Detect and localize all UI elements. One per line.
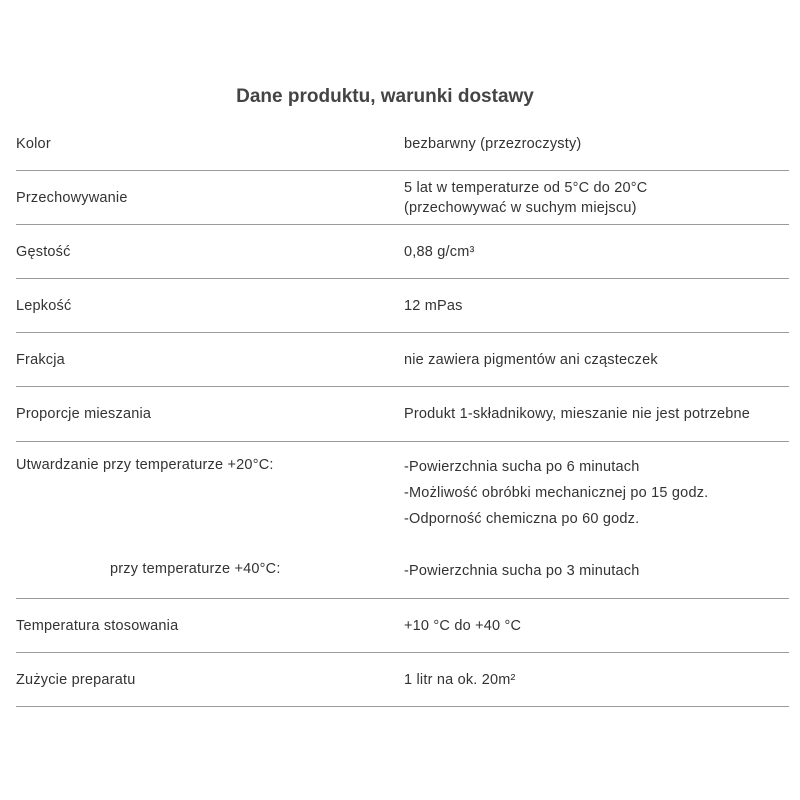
row-value-line: 5 lat w temperaturze od 5°C do 20°C xyxy=(404,179,648,196)
row-label: Lepkość xyxy=(16,297,72,314)
row-value-line: -Odporność chemiczna po 60 godz. xyxy=(404,511,640,527)
row-value: bezbarwny (przezroczysty) xyxy=(404,135,582,152)
table-row-viscosity xyxy=(16,279,789,333)
curing-20-block xyxy=(16,457,789,535)
row-value-line: (przechowywać w suchym miejscu) xyxy=(404,199,637,216)
page-title: Dane produktu, warunki dostawy xyxy=(236,86,534,107)
row-value-line: -Powierzchnia sucha po 6 minutach xyxy=(404,459,640,475)
product-data-table xyxy=(16,117,789,707)
row-label: Przechowywanie xyxy=(16,189,128,206)
row-value: 1 litr na ok. 20m² xyxy=(404,671,516,688)
table-row-curing xyxy=(16,442,789,599)
table-row-application-temp xyxy=(16,599,789,653)
row-label: Proporcje mieszania xyxy=(16,406,152,422)
table-row-consumption xyxy=(16,653,789,707)
row-label: Temperatura stosowania xyxy=(16,617,179,634)
row-label: przy temperaturze +40°C: xyxy=(110,561,281,577)
row-label: Gęstość xyxy=(16,243,71,260)
row-value xyxy=(404,457,789,535)
row-value: 0,88 g/cm³ xyxy=(404,243,475,260)
table-row-fraction xyxy=(16,333,789,387)
row-value: 12 mPas xyxy=(404,297,463,314)
row-value: nie zawiera pigmentów ani cząsteczek xyxy=(404,351,658,368)
table-row-density xyxy=(16,225,789,279)
table-row-mixing xyxy=(16,387,789,442)
row-label: Utwardzanie przy temperaturze +20°C: xyxy=(16,457,274,473)
row-value xyxy=(404,178,789,218)
row-label: Frakcja xyxy=(16,351,65,368)
row-label: Zużycie preparatu xyxy=(16,671,136,688)
table-row-storage xyxy=(16,171,789,225)
row-value: -Powierzchnia sucha po 3 minutach xyxy=(404,563,640,579)
row-value-line: -Możliwość obróbki mechanicznej po 15 godz. xyxy=(404,485,709,501)
curing-40-block xyxy=(16,561,789,581)
row-label: Kolor xyxy=(16,135,51,152)
row-value: +10 °C do +40 °C xyxy=(404,617,522,634)
row-value: Produkt 1-składnikowy, mieszanie nie jest potrzebne xyxy=(404,406,751,422)
table-row-color xyxy=(16,117,789,171)
